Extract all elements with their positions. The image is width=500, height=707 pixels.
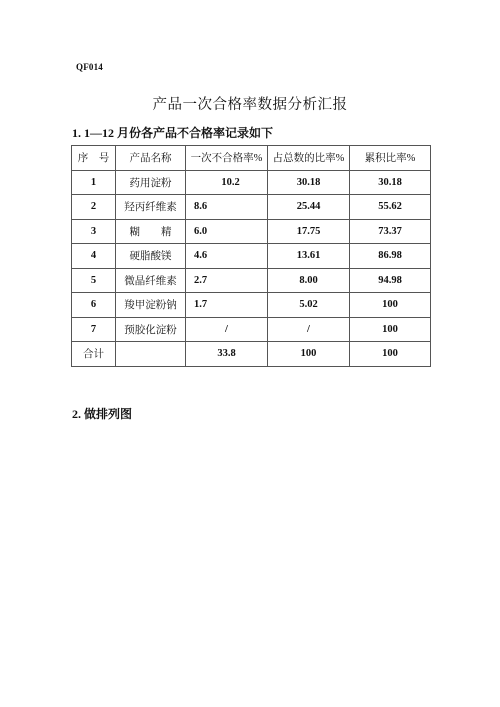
cell-index: 5 bbox=[72, 268, 116, 293]
section-heading-records: 1. 1—12 月份各产品不合格率记录如下 bbox=[72, 126, 274, 140]
cell-product: 预胶化淀粉 bbox=[116, 317, 186, 342]
cell-index: 1 bbox=[72, 170, 116, 195]
cell-product: 药用淀粉 bbox=[116, 170, 186, 195]
cell-defect-rate: / bbox=[186, 317, 268, 342]
cell-cumulative: 73.37 bbox=[350, 219, 431, 244]
cell-product: 羧甲淀粉钠 bbox=[116, 293, 186, 318]
cell-defect-rate: 6.0 bbox=[186, 219, 268, 244]
cell-share: 30.18 bbox=[268, 170, 350, 195]
cell-share: 25.44 bbox=[268, 195, 350, 220]
header-index: 序 号 bbox=[72, 146, 116, 171]
cell-share: 8.00 bbox=[268, 268, 350, 293]
cell-product: 糊 精 bbox=[116, 219, 186, 244]
cell-index: 3 bbox=[72, 219, 116, 244]
cell-total-share: 100 bbox=[268, 342, 350, 367]
cell-cumulative: 94.98 bbox=[350, 268, 431, 293]
cell-total-label: 合计 bbox=[72, 342, 116, 367]
cell-index: 4 bbox=[72, 244, 116, 269]
table-row bbox=[72, 317, 431, 342]
cell-share: / bbox=[268, 317, 350, 342]
cell-share: 5.02 bbox=[268, 293, 350, 318]
table-row bbox=[72, 244, 431, 269]
cell-cumulative: 86.98 bbox=[350, 244, 431, 269]
header-share-ratio: 占总数的比率% bbox=[268, 146, 350, 171]
cell-defect-rate: 4.6 bbox=[186, 244, 268, 269]
table-total-row bbox=[72, 342, 431, 367]
defect-rate-table bbox=[71, 145, 431, 367]
table-row bbox=[72, 170, 431, 195]
cell-total-cumulative: 100 bbox=[350, 342, 431, 367]
cell-share: 17.75 bbox=[268, 219, 350, 244]
cell-defect-rate: 10.2 bbox=[186, 170, 268, 195]
document-code: QF014 bbox=[76, 62, 103, 72]
cell-index: 6 bbox=[72, 293, 116, 318]
cell-cumulative: 100 bbox=[350, 293, 431, 318]
table-row bbox=[72, 268, 431, 293]
table-row bbox=[72, 195, 431, 220]
cell-cumulative: 30.18 bbox=[350, 170, 431, 195]
cell-index: 7 bbox=[72, 317, 116, 342]
cell-total-defect-rate: 33.8 bbox=[186, 342, 268, 367]
cell-product: 微晶纤维素 bbox=[116, 268, 186, 293]
cell-defect-rate: 2.7 bbox=[186, 268, 268, 293]
cell-share: 13.61 bbox=[268, 244, 350, 269]
table-header-row bbox=[72, 146, 431, 171]
cell-product: 羟丙纤维素 bbox=[116, 195, 186, 220]
document-title: 产品一次合格率数据分析汇报 bbox=[152, 97, 348, 113]
header-product-name: 产品名称 bbox=[116, 146, 186, 171]
section-heading-pareto: 2. 做排列图 bbox=[72, 407, 133, 421]
cell-cumulative: 100 bbox=[350, 317, 431, 342]
cell-cumulative: 55.62 bbox=[350, 195, 431, 220]
cell-total-empty bbox=[116, 342, 186, 367]
header-cumulative-ratio: 累积比率% bbox=[350, 146, 431, 171]
cell-defect-rate: 1.7 bbox=[186, 293, 268, 318]
cell-defect-rate: 8.6 bbox=[186, 195, 268, 220]
table-row bbox=[72, 293, 431, 318]
header-defect-rate: 一次不合格率% bbox=[186, 146, 268, 171]
cell-product: 硬脂酸镁 bbox=[116, 244, 186, 269]
table-row bbox=[72, 219, 431, 244]
cell-index: 2 bbox=[72, 195, 116, 220]
